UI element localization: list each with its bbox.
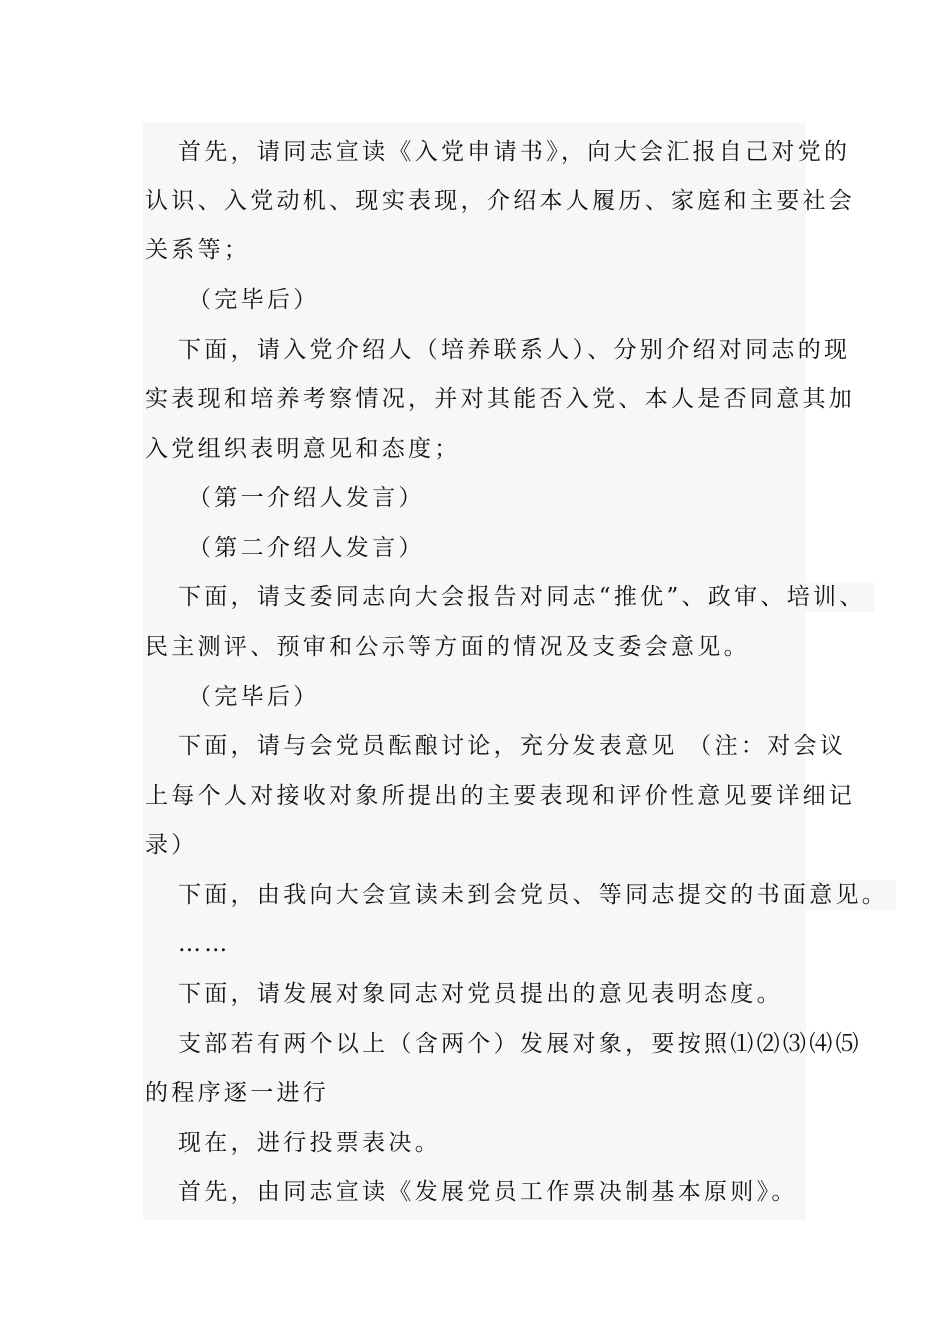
paragraph-line-10: 下面，请支委同志向大会报告对同志“推优”、政审、培训、 (178, 582, 874, 612)
paragraph-line-19: 支部若有两个以上（含两个）发展对象，要按照⑴⑵⑶⑷⑸ (178, 1031, 862, 1057)
paragraph-line-6: 实表现和培养考察情况，并对其能否入党、本人是否同意其加 (145, 386, 856, 412)
paragraph-line-12: （完毕后） (188, 684, 320, 710)
paragraph-line-11: 民主测评、预审和公示等方面的情况及支委会意见。 (145, 634, 750, 660)
paragraph-line-7: 入党组织表明意见和态度； (145, 436, 461, 462)
paragraph-line-13: 下面，请与会党员酝酿讨论，充分发表意见 （注：对会议 (178, 733, 847, 759)
paragraph-line-1: 首先，请同志宣读《入党申请书》，向大会汇报自己对党的 (178, 139, 851, 165)
paragraph-line-17: …… (178, 931, 231, 957)
paragraph-line-14: 上每个人对接收对象所提出的主要表现和评价性意见要详细记 (145, 783, 856, 809)
paragraph-line-18: 下面，请发展对象同志对党员提出的意见表明态度。 (178, 981, 783, 1007)
paragraph-line-3: 关系等； (145, 237, 251, 263)
paragraph-line-22: 首先，由同志宣读《发展党员工作票决制基本原则》。 (178, 1179, 798, 1205)
paragraph-line-20: 的程序逐一进行 (145, 1080, 330, 1106)
paragraph-line-5: 下面，请入党介绍人（培养联系人）、分别介绍对同志的现 (178, 337, 851, 363)
paragraph-line-8: （第一介绍人发言） (188, 485, 425, 511)
paragraph-line-2: 认识、入党动机、现实表现，介绍本人履历、家庭和主要社会 (145, 188, 856, 214)
paragraph-line-15: 录） (145, 832, 198, 858)
paragraph-line-4: （完毕后） (188, 287, 320, 313)
paragraph-line-9: （第二介绍人发言） (188, 535, 425, 561)
paragraph-line-16: 下面，由我向大会宣读未到会党员、等同志提交的书面意见。 (178, 880, 896, 910)
paragraph-line-21: 现在，进行投票表决。 (178, 1130, 441, 1156)
